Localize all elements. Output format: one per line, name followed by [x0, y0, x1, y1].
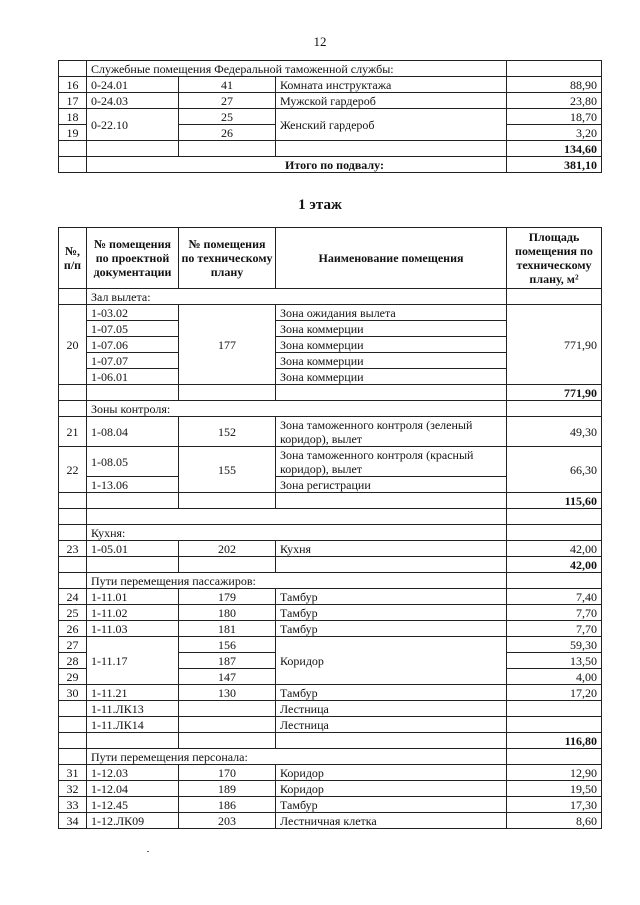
section-row: Кухня: [59, 525, 602, 541]
table-row: 33 1-12.45 186 Тамбур 17,30 [59, 797, 602, 813]
table-row: 23 1-05.01 202 Кухня 42,00 [59, 541, 602, 557]
basement-table [58, 60, 602, 173]
table-row: 29 147 4,00 [59, 669, 602, 685]
section-row: Пути перемещения персонала: [59, 749, 602, 765]
table-row: 19 26 3,20 [59, 125, 602, 141]
table-row: 1-07.06 Зона коммерции [59, 337, 602, 353]
table-row: 18 0-22.10 25 Женский гардероб 18,70 [59, 109, 602, 125]
table-row: 30 1-11.21 130 Тамбур 17,20 [59, 685, 602, 701]
table-row: 21 1-08.04 152 Зона таможенного контроля (зеленый коридор), вылет 49,30 [59, 417, 602, 447]
table-row: 22 1-08.05 155 Зона таможенного контроля (красный коридор), вылет 66,30 [59, 447, 602, 477]
table-row: 27 1-11.17 156 Коридор 59,30 [59, 637, 602, 653]
table-row: 1-07.05 Зона коммерции [59, 321, 602, 337]
table-row: 16 0-24.01 41 Комната инструктажа 88,90 [59, 77, 602, 93]
subtotal-row: 115,60 [59, 493, 602, 509]
page-number: 12 [313, 34, 327, 49]
table-row: 28 187 13,50 [59, 653, 602, 669]
table-row: 31 1-12.03 170 Коридор 12,90 [59, 765, 602, 781]
subtotal-row: 134,60 [59, 141, 602, 157]
blank-row [59, 509, 602, 525]
subtotal-row: 771,90 [59, 385, 602, 401]
table-row: 1-07.07 Зона коммерции [59, 353, 602, 369]
table-row: 1-06.01 Зона коммерции [59, 369, 602, 385]
header-row: №, п/п № помещения по проектной документации № помещения по техническому плану Наименование помещения Площадь помещения по техническому плану, м² [59, 228, 602, 289]
section-row [59, 61, 602, 77]
scan-speck [147, 851, 149, 852]
table-row: 20 1-03.02 177 Зона ожидания вылета 771,90 [59, 305, 602, 321]
total-row: Итого по подвалу: 381,10 [59, 157, 602, 173]
subtotal-row: 116,80 [59, 733, 602, 749]
section-title: Служебные помещения Федеральной таможенной службы: [87, 61, 507, 77]
table-row: 25 1-11.02 180 Тамбур 7,70 [59, 605, 602, 621]
table-row: 24 1-11.01 179 Тамбур 7,40 [59, 589, 602, 605]
section-row: Зал вылета: [59, 289, 602, 305]
section-row: Зоны контроля: [59, 401, 602, 417]
subtotal-row: 42,00 [59, 557, 602, 573]
table-row: 1-11.ЛК13 Лестница [59, 701, 602, 717]
table-row: 17 0-24.03 27 Мужской гардероб 23,80 [59, 93, 602, 109]
table-row: 1-13.06 Зона регистрации [59, 477, 602, 493]
table-row: 34 1-12.ЛК09 203 Лестничная клетка 8,60 [59, 813, 602, 829]
table-row: 1-11.ЛК14 Лестница [59, 717, 602, 733]
section-row: Пути перемещения пассажиров: [59, 573, 602, 589]
floor-table [58, 227, 602, 829]
floor-title: 1 этаж [298, 197, 342, 213]
table-row: 32 1-12.04 189 Коридор 19,50 [59, 781, 602, 797]
table-row: 26 1-11.03 181 Тамбур 7,70 [59, 621, 602, 637]
